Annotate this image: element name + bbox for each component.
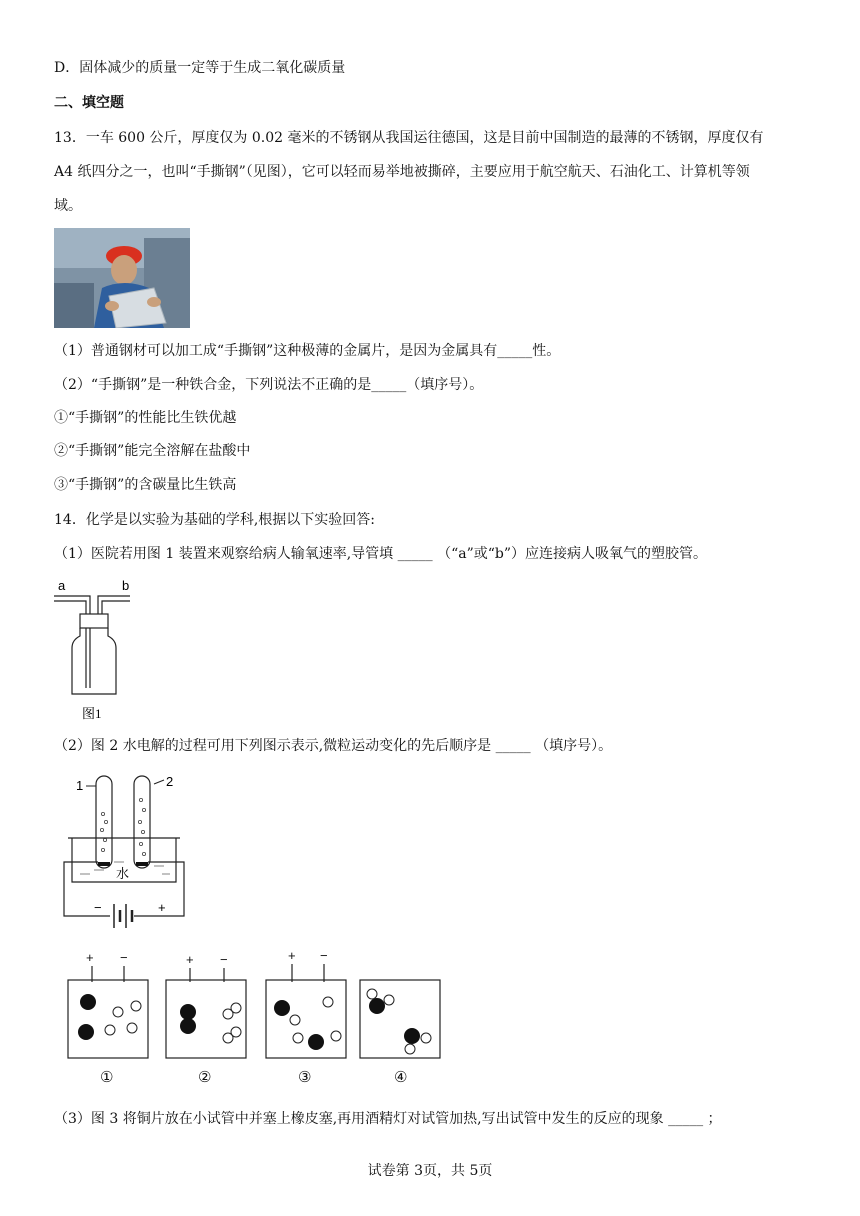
panel4-label: ④: [394, 1068, 408, 1086]
q13-sub2: （2）“手撕钢”是一种铁合金，下列说法不正确的是_____（填序号）。: [54, 377, 484, 393]
worker-steel-photo: [54, 228, 190, 328]
q13-option1: ①“手撕钢”的性能比生铁优越: [54, 410, 237, 426]
q13-stem-line3: 域。: [54, 198, 82, 214]
figure-1-gas-bottle: [54, 576, 144, 724]
particle-diagrams: [62, 950, 452, 1088]
fig1-label-a: a: [58, 578, 66, 593]
fig1-caption: 图1: [82, 706, 102, 721]
panel2-minus: −: [220, 952, 228, 967]
panel1-plus: +: [86, 950, 94, 965]
q13-stem-line1: 13．一车 600 公斤，厚度仅为 0.02 毫米的不锈钢从我国运往德国，这是目前中国制造的最薄的不锈钢，厚度仅有: [54, 130, 764, 146]
q14-stem: 14．化学是以实验为基础的学科,根据以下实验回答:: [54, 512, 375, 528]
q13-option2: ②“手撕钢”能完全溶解在盐酸中: [54, 443, 251, 459]
panel3-label: ③: [298, 1068, 312, 1086]
panel3-plus: +: [288, 950, 296, 963]
q14-sub2: （2）图 2 水电解的过程可用下列图示表示,微粒运动变化的先后顺序是 _____ （填序号）。: [54, 738, 613, 754]
figure-2-electrolysis: [54, 770, 214, 938]
panel1-minus: −: [120, 950, 128, 965]
q13-option3: ③“手撕钢”的含碳量比生铁高: [54, 477, 237, 493]
fig2-plus: +: [158, 900, 166, 915]
fig2-label-2: 2: [166, 774, 174, 789]
fig1-label-b: b: [122, 578, 130, 593]
section-heading: 二、填空题: [54, 95, 124, 111]
fig2-water-label: 水: [116, 866, 130, 881]
panel2-label: ②: [198, 1068, 212, 1086]
q14-sub1: （1）医院若用图 1 装置来观察给病人输氧速率,导管填 _____ （“a”或“b”）应连接病人吸氧气的塑胶管。: [54, 546, 708, 562]
fig2-label-1: 1: [76, 778, 84, 793]
q13-sub1: （1）普通钢材可以加工成“手撕钢”这种极薄的金属片，是因为金属具有_____性。: [54, 343, 561, 359]
panel3-minus: −: [320, 950, 328, 963]
q14-sub3: （3）图 3 将铜片放在小试管中并塞上橡皮塞,再用酒精灯对试管加热,写出试管中发生的反应的现象 _____ ；: [54, 1111, 722, 1127]
option-d: D．固体减少的质量一定等于生成二氧化碳质量: [54, 60, 346, 76]
page-footer: 试卷第 3页，共 5页: [367, 1163, 493, 1179]
panel1-label: ①: [100, 1068, 114, 1086]
q13-stem-line2: A4 纸四分之一，也叫“手撕钢”（见图），它可以轻而易举地被撕碎，主要应用于航空航天、石油化工、计算机等领: [54, 164, 750, 180]
fig2-minus: −: [94, 900, 102, 915]
panel2-plus: +: [186, 952, 194, 967]
